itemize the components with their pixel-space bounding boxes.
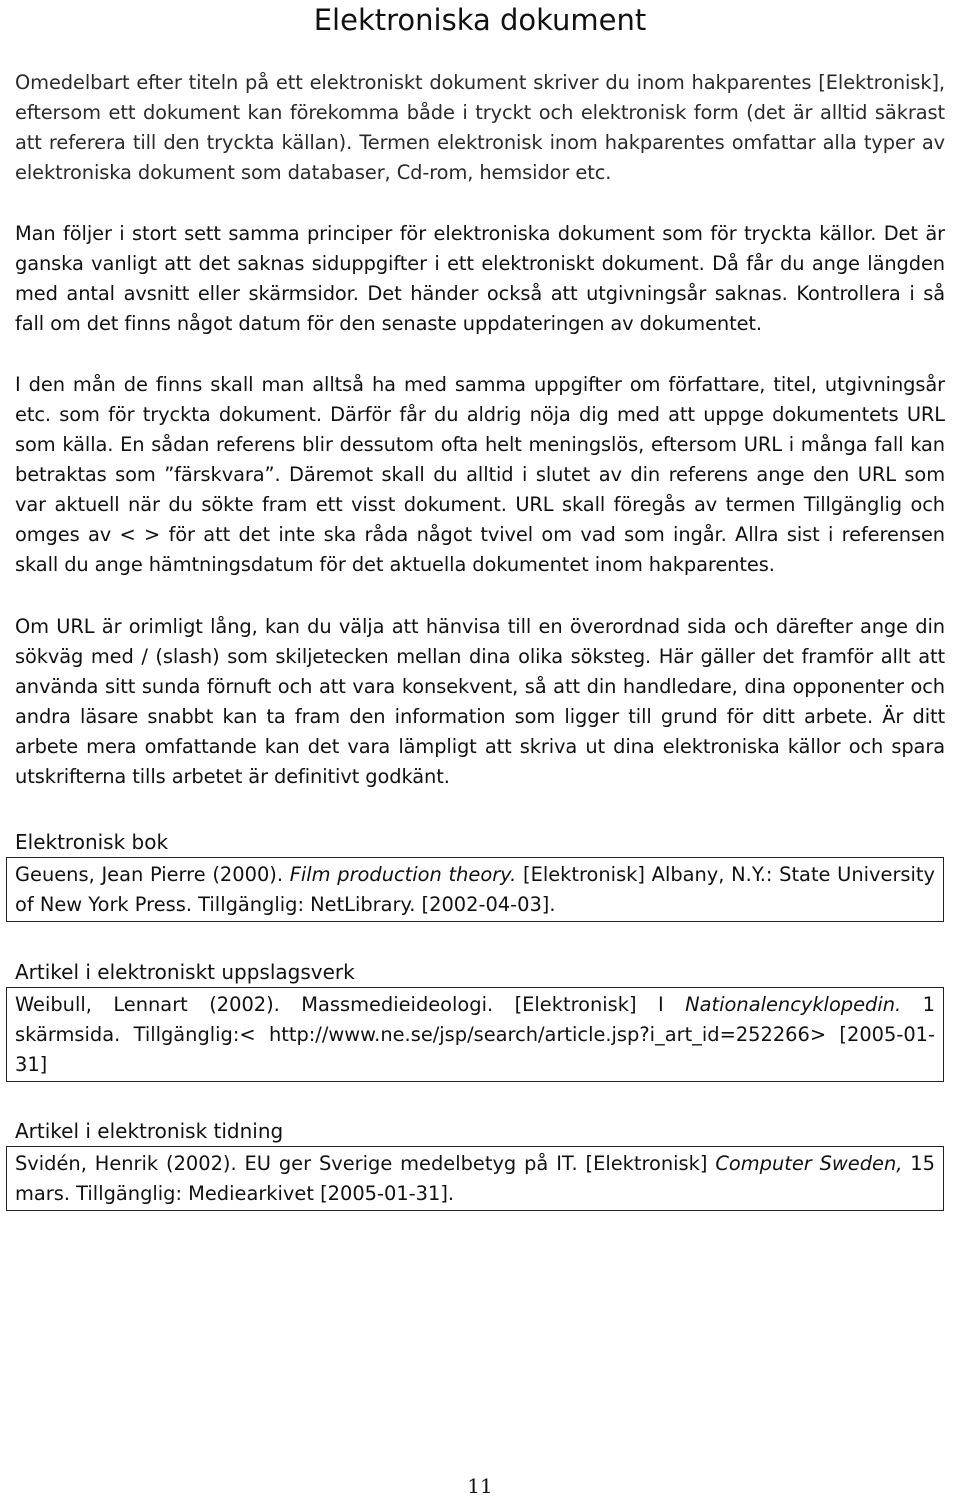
- reference-text: Geuens, Jean Pierre (2000).: [15, 863, 290, 886]
- section-heading: Artikel i elektroniskt uppslagsverk: [15, 960, 355, 984]
- reference-box: [6, 987, 944, 1082]
- reference-title: Nationalencyklopedin.: [685, 993, 902, 1016]
- paragraph-4: Om URL är orimligt lång, kan du välja att hänvisa till en överordnad sida och därefter ange din sökväg med / (slash) som skiljetecken mellan dina olika söksteg. Här gäller det framför allt att använda sitt sunda förnuft och att vara konsekvent, så att din handledare, dina opponenter och andra läsare snabbt kan ta fram den information som ligger till grund för ditt arbete. Är ditt arbete mera omfattande kan det vara lämpligt att skriva ut dina elektroniska källor och spara utskrifterna tills arbetet är definitivt godkänt.: [15, 615, 945, 788]
- reference-text: [Elektronisk] Albany, N.Y.: State University of New York Press. Tillgänglig: NetLibrary. [2002-04-03].: [15, 863, 935, 916]
- page-number: 11: [467, 1474, 493, 1498]
- paragraph-1: Omedelbart efter titeln på ett elektroniskt dokument skriver du inom hakparentes [Elektronisk], eftersom ett dokument kan förekomma både i tryckt och elektronisk form (det är alltid säkrast att referera till den tryckta källan). Termen elektronisk inom hakparentes omfattar alla typer av elektroniska dokument som databaser, Cd-rom, hemsidor etc.: [15, 71, 945, 184]
- section-heading: Artikel i elektronisk tidning: [15, 1119, 284, 1143]
- reference-title: Computer Sweden,: [715, 1152, 903, 1175]
- section-electronic-book: [15, 827, 945, 922]
- reference-box: [6, 857, 944, 922]
- document-page: [15, 0, 945, 1211]
- section-heading: Elektronisk bok: [15, 830, 169, 854]
- reference-title: Film production theory.: [289, 863, 517, 886]
- section-encyclopedia-article: [15, 957, 945, 1082]
- reference-text: Svidén, Henrik (2002). EU ger Sverige medelbetyg på IT. [Elektronisk]: [15, 1152, 716, 1175]
- reference-text: Weibull, Lennart (2002). Massmedieideologi. [Elektronisk] I: [15, 993, 686, 1016]
- page-title: Elektroniska dokument: [313, 3, 647, 37]
- paragraph-3: I den mån de finns skall man alltså ha med samma uppgifter om författare, titel, utgivningsår etc. som för tryckta dokument. Därför får du aldrig nöja dig med att uppge dokumentets URL som källa. En sådan referens blir dessutom ofta helt meningslös, eftersom URL i många fall kan betraktas som ”färskvara”. Däremot skall du alltid i slutet av din referens ange den URL som var aktuell när du sökte fram ett visst dokument. URL skall föregås av termen Tillgänglig och omges av < > för att det inte ska råda något tvivel om vad som ingår. Allra sist i referensen skall du ange hämtningsdatum för det aktuella dokumentet inom hakparentes.: [15, 373, 945, 576]
- reference-text: 15 mars. Tillgänglig: Mediearkivet [2005-01-31].: [15, 1152, 935, 1205]
- reference-box: [6, 1146, 944, 1211]
- reference-text: 1 skärmsida. Tillgänglig:< http://www.ne.se/jsp/search/article.jsp?i_art_id=252266> [2005-01-31]: [15, 993, 935, 1076]
- section-newspaper-article: [15, 1116, 945, 1211]
- paragraph-2: Man följer i stort sett samma principer för elektroniska dokument som för tryckta källor. Det är ganska vanligt att det saknas siduppgifter i ett elektroniskt dokument. Då får du ange längden med antal avsnitt eller skärmsidor. Det händer också att utgivningsår saknas. Kontrollera i så fall om det finns något datum för den senaste uppdateringen av dokumentet.: [15, 222, 945, 335]
